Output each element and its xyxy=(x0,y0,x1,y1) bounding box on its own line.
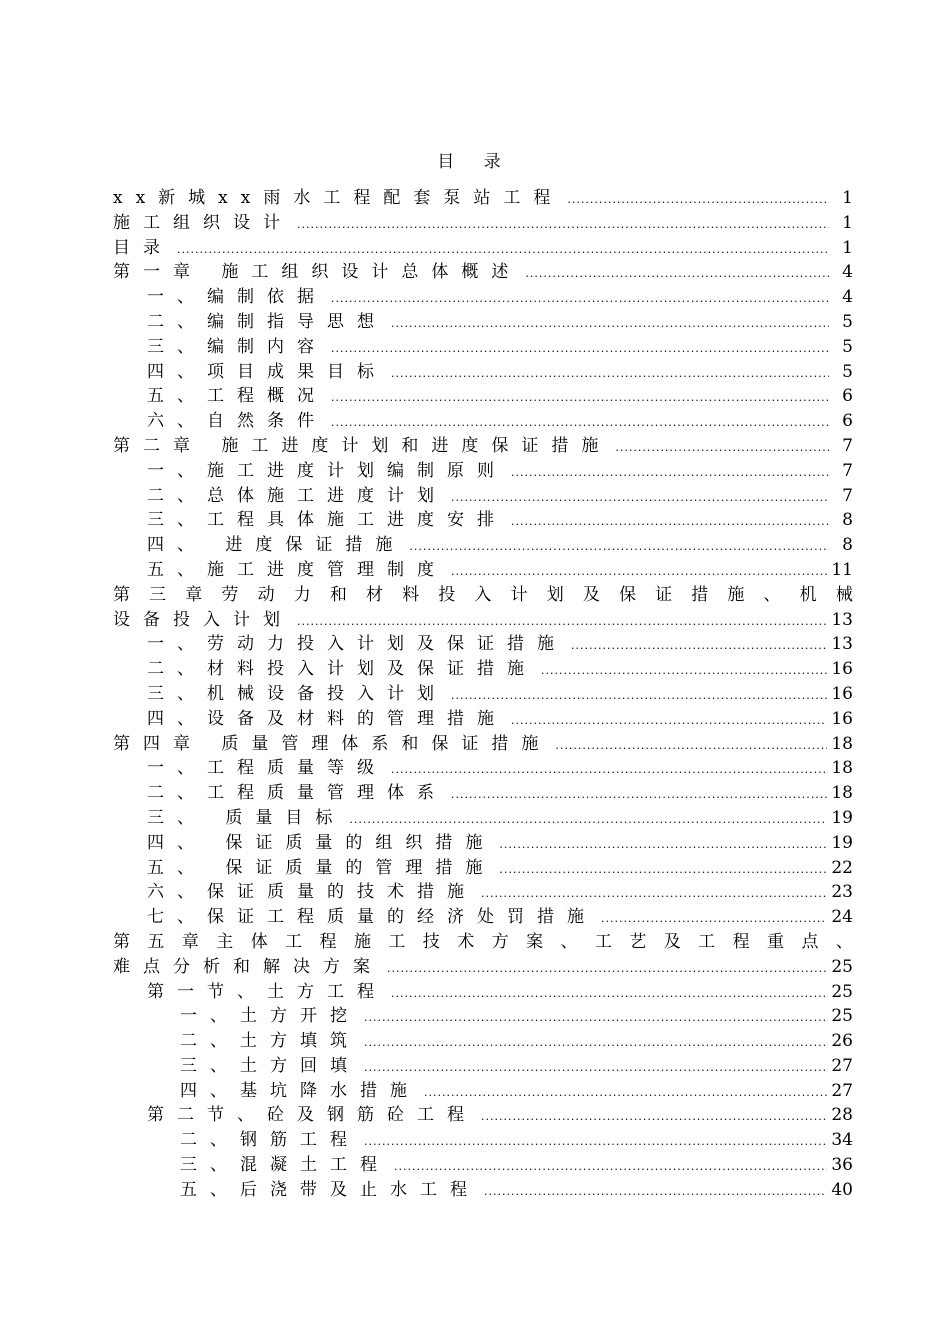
toc-entry-page-number: 7 xyxy=(842,485,853,506)
toc-entry[interactable] xyxy=(113,310,853,335)
toc-entry-label: 三、 质量目标 xyxy=(147,807,346,828)
toc-entry[interactable] xyxy=(113,1128,853,1153)
dot-leader xyxy=(387,957,827,982)
dot-leader xyxy=(331,287,829,312)
toc-entry-page-number: 16 xyxy=(831,683,853,704)
toc-entry-page-number: 18 xyxy=(831,758,853,779)
toc-entry-label: 第二节、砼及钢筋砼工程 xyxy=(147,1105,477,1126)
toc-entry-label: 四、设备及材料的管理措施 xyxy=(147,708,507,729)
toc-entry[interactable] xyxy=(113,1029,853,1054)
toc-entry[interactable] xyxy=(113,732,853,757)
toc-entry-label: 二、钢筋工程 xyxy=(180,1130,360,1151)
toc-entry-page-number: 16 xyxy=(831,659,853,680)
toc-entry[interactable] xyxy=(113,459,853,484)
toc-entry-page-number: 5 xyxy=(842,311,853,332)
dot-leader xyxy=(424,1081,827,1106)
toc-entry-label: 三、工程具体施工进度安排 xyxy=(147,510,507,531)
toc-entry[interactable] xyxy=(113,1153,853,1178)
toc-entry-page-number: 8 xyxy=(842,535,853,556)
toc-entry[interactable] xyxy=(113,707,853,732)
toc-entry-label: 第二章 施工进度计划和进度保证措施 xyxy=(113,435,612,456)
toc-entry-page-number: 36 xyxy=(831,1155,853,1176)
toc-entry[interactable] xyxy=(113,1178,853,1203)
toc-entry-label: 四、项目成果目标 xyxy=(147,361,387,382)
dot-leader xyxy=(331,386,829,411)
dot-leader xyxy=(177,238,829,263)
toc-entry[interactable] xyxy=(113,260,853,285)
toc-entry-label: 设备投入计划 xyxy=(113,609,293,630)
toc-entry-page-number: 34 xyxy=(831,1130,853,1151)
toc-entry-label: 第一章 施工组织设计总体概述 xyxy=(113,262,522,283)
toc-entry[interactable] xyxy=(113,434,853,459)
dot-leader xyxy=(391,758,827,783)
toc-entry[interactable] xyxy=(113,1079,853,1104)
dot-leader xyxy=(391,362,829,387)
toc-entry-label: 二、土方填筑 xyxy=(180,1031,360,1052)
toc-entry[interactable] xyxy=(113,409,853,434)
toc-entry[interactable] xyxy=(113,558,853,583)
toc-entry-label: 第一节、土方工程 xyxy=(147,981,387,1002)
toc-entry-label: 三、混凝土工程 xyxy=(180,1155,390,1176)
toc-entry-label: 五、施工进度管理制度 xyxy=(147,559,447,580)
toc-entry-label: 一、工程质量等级 xyxy=(147,758,387,779)
toc-entry[interactable] xyxy=(113,1054,853,1079)
dot-leader xyxy=(499,858,827,883)
toc-entry[interactable] xyxy=(113,608,853,633)
toc-entry-label: 四、基坑降水措施 xyxy=(180,1080,420,1101)
toc-entry-page-number: 28 xyxy=(831,1105,853,1126)
toc-entry-page-number: 7 xyxy=(842,435,853,456)
toc-entry-wrapped-line xyxy=(113,930,853,955)
toc-entry-page-number: 27 xyxy=(831,1055,853,1076)
toc-entry-label: 目录 xyxy=(113,237,173,258)
toc-entry-page-number: 5 xyxy=(842,361,853,382)
toc-entry-label: 五、工程概况 xyxy=(147,386,327,407)
toc-entry[interactable] xyxy=(113,285,853,310)
dot-leader xyxy=(451,783,827,808)
toc-entry[interactable] xyxy=(113,806,853,831)
toc-entry-label: 六、保证质量的技术措施 xyxy=(147,882,477,903)
toc-entry-label: 二、材料投入计划及保证措施 xyxy=(147,659,537,680)
dot-leader xyxy=(391,312,829,337)
dot-leader xyxy=(511,709,827,734)
dot-leader xyxy=(451,486,829,511)
dot-leader xyxy=(349,808,827,833)
toc-entry[interactable] xyxy=(113,335,853,360)
toc-entry-label: 一、施工进度计划编制原则 xyxy=(147,460,507,481)
toc-entry[interactable] xyxy=(113,236,853,261)
dot-leader xyxy=(297,213,829,238)
toc-entry[interactable] xyxy=(113,508,853,533)
toc-entry-page-number: 19 xyxy=(831,832,853,853)
toc-entry[interactable] xyxy=(113,360,853,385)
toc-entry-page-number: 1 xyxy=(842,237,853,258)
toc-entry-page-number: 18 xyxy=(831,733,853,754)
dot-leader xyxy=(409,535,829,560)
dot-leader xyxy=(364,1006,827,1031)
toc-entry[interactable] xyxy=(113,955,853,980)
toc-entry[interactable] xyxy=(113,1103,853,1128)
toc-entry-page-number: 26 xyxy=(831,1031,853,1052)
dot-leader xyxy=(481,882,827,907)
toc-entry-label: 五、 保证质量的管理措施 xyxy=(147,857,496,878)
toc-entry-page-number: 6 xyxy=(842,386,853,407)
dot-leader xyxy=(364,1031,827,1056)
toc-entry-page-number: 16 xyxy=(831,708,853,729)
toc-entry-label: 第四章 质量管理体系和保证措施 xyxy=(113,733,552,754)
toc-entry[interactable] xyxy=(113,756,853,781)
toc-entry-label: 七、保证工程质量的经济处罚措施 xyxy=(147,907,597,928)
dot-leader xyxy=(331,411,829,436)
dot-leader xyxy=(364,1056,827,1081)
toc-entry-label: 第 三 章 劳 动 力 和 材 料 投 入 计 划 及 保 证 措 施 、 机 械 xyxy=(113,584,853,605)
toc-entry-label: 一、土方开挖 xyxy=(180,1006,360,1027)
dot-leader xyxy=(499,833,827,858)
dot-leader xyxy=(391,982,827,1007)
dot-leader xyxy=(511,510,829,535)
toc-entry-page-number: 1 xyxy=(842,188,853,208)
dot-leader xyxy=(555,734,827,759)
dot-leader xyxy=(394,1155,827,1180)
toc-entry-label: 一、编制依据 xyxy=(147,287,327,308)
toc-entry-label: 三、编制内容 xyxy=(147,336,327,357)
toc-entry-page-number: 25 xyxy=(831,956,853,977)
dot-leader xyxy=(601,907,827,932)
toc-entry[interactable] xyxy=(113,905,853,930)
toc-entry-page-number: 11 xyxy=(831,559,853,580)
dot-leader xyxy=(451,560,827,585)
table-of-contents xyxy=(113,186,853,1203)
toc-entry-page-number: 1 xyxy=(842,212,853,233)
toc-entry[interactable] xyxy=(113,682,853,707)
toc-entry-label: 施工组织设计 xyxy=(113,212,293,233)
toc-entry-page-number: 24 xyxy=(831,907,853,928)
toc-entry-label: 三、土方回填 xyxy=(180,1055,360,1076)
toc-entry-page-number: 4 xyxy=(842,287,853,308)
dot-leader xyxy=(481,1105,827,1130)
dot-leader xyxy=(484,1180,827,1205)
dot-leader xyxy=(541,659,827,684)
toc-entry-label: 二、总体施工进度计划 xyxy=(147,485,447,506)
toc-entry[interactable] xyxy=(113,533,853,558)
toc-title: 目 录 xyxy=(437,152,513,172)
toc-entry-page-number: 18 xyxy=(831,783,853,804)
toc-entry-page-number: 7 xyxy=(842,460,853,481)
toc-entry-page-number: 25 xyxy=(831,981,853,1002)
dot-leader xyxy=(525,262,829,287)
toc-entry-label: 五、后浇带及止水工程 xyxy=(180,1179,480,1200)
toc-entry-label: xx新城xx雨水工程配套泵站工程 xyxy=(113,188,564,208)
toc-entry[interactable] xyxy=(113,781,853,806)
dot-leader xyxy=(297,610,827,635)
toc-entry-label: 二、编制指导思想 xyxy=(147,311,387,332)
dot-leader xyxy=(364,1130,827,1155)
toc-entry-page-number: 5 xyxy=(842,336,853,357)
toc-entry-label: 二、工程质量管理体系 xyxy=(147,783,447,804)
toc-entry-label: 三、机械设备投入计划 xyxy=(147,683,447,704)
dot-leader xyxy=(451,684,827,709)
toc-entry-page-number: 19 xyxy=(831,807,853,828)
toc-entry-page-number: 4 xyxy=(842,262,853,283)
toc-entry[interactable] xyxy=(113,831,853,856)
dot-leader xyxy=(615,436,829,461)
toc-entry-page-number: 22 xyxy=(831,857,853,878)
toc-entry-wrapped-line xyxy=(113,583,853,608)
toc-entry-page-number: 23 xyxy=(831,882,853,903)
toc-entry-page-number: 13 xyxy=(831,609,853,630)
toc-entry[interactable] xyxy=(113,211,853,236)
toc-entry[interactable] xyxy=(113,186,853,211)
toc-entry[interactable] xyxy=(113,384,853,409)
toc-entry-label: 一、劳动力投入计划及保证措施 xyxy=(147,634,567,655)
toc-entry[interactable] xyxy=(113,484,853,509)
toc-entry[interactable] xyxy=(113,980,853,1005)
toc-entry-label: 难点分析和解决方案 xyxy=(113,956,383,977)
toc-entry[interactable] xyxy=(113,1004,853,1029)
dot-leader xyxy=(511,461,829,486)
toc-entry[interactable] xyxy=(113,856,853,881)
toc-entry-page-number: 13 xyxy=(831,634,853,655)
dot-leader xyxy=(567,188,829,213)
toc-entry-label: 六、自然条件 xyxy=(147,411,327,432)
toc-entry[interactable] xyxy=(113,632,853,657)
toc-entry-label: 四、 进度保证措施 xyxy=(147,535,406,556)
toc-entry-page-number: 6 xyxy=(842,411,853,432)
toc-entry-page-number: 40 xyxy=(831,1179,853,1200)
toc-entry[interactable] xyxy=(113,657,853,682)
dot-leader xyxy=(331,337,829,362)
toc-entry-page-number: 25 xyxy=(831,1006,853,1027)
toc-entry[interactable] xyxy=(113,880,853,905)
toc-entry-label: 四、 保证质量的组织措施 xyxy=(147,832,496,853)
dot-leader xyxy=(571,634,827,659)
toc-entry-label: 第 五 章 主 体 工 程 施 工 技 术 方 案 、 工 艺 及 工 程 重 点 、 xyxy=(113,931,853,952)
toc-entry-page-number: 8 xyxy=(842,510,853,531)
toc-entry-page-number: 27 xyxy=(831,1080,853,1101)
